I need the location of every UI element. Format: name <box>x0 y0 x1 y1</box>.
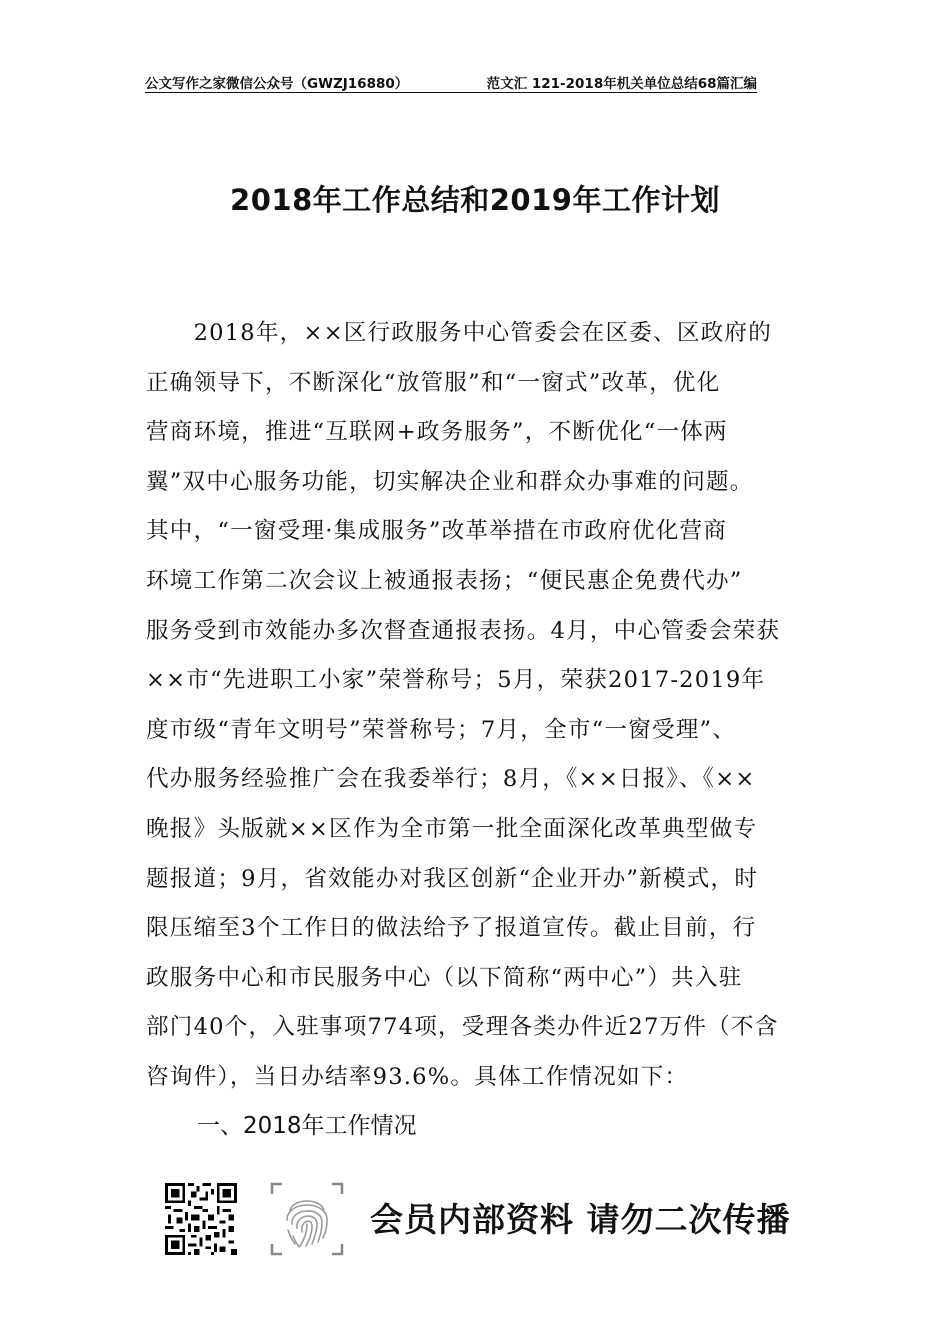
document-title: 2018年工作总结和2019年工作计划 <box>230 183 720 217</box>
body-line: 正确领导下，不断深化“放管服”和“一窗式”改革，优化 <box>146 369 721 396</box>
body-line: ××市“先进职工小家”荣誉称号；5月，荣获2017-2019年 <box>146 667 766 694</box>
body-line: 代办服务经验推广会在我委举行；8月，《××日报》、《×× <box>146 766 756 793</box>
members-only-notice: 会员内部资料 请勿二次传播 <box>370 1200 791 1239</box>
body-line: 晚报》头版就××区作为全市第一批全面深化改革典型做专 <box>146 815 758 842</box>
body-line: 咨询件），当日办结率93.6%。具体工作情况如下： <box>146 1063 689 1090</box>
qr-code-icon <box>165 1183 237 1255</box>
body-line: 2018年，××区行政服务中心管委会在区委、区政府的 <box>146 320 773 346</box>
body-paragraph <box>146 309 810 1103</box>
fingerprint-icon <box>268 1180 346 1258</box>
header-right-text: 范文汇 121-2018年机关单位总结68篇汇编 <box>486 76 757 92</box>
body-line: 其中，“一窗受理·集成服务”改革举措在市政府优化营商 <box>146 518 728 545</box>
body-line: 翼”双中心服务功能，切实解决企业和群众办事难的问题。 <box>146 468 754 495</box>
body-line: 部门40个，入驻事项774项，受理各类办件近27万件（不含 <box>146 1014 779 1041</box>
footer-banner <box>0 1180 950 1260</box>
body-line: 环境工作第二次会议上被通报表扬；“便民惠企免费代办” <box>146 567 743 594</box>
section-heading: 一、2018年工作情况 <box>197 1113 417 1139</box>
body-line: 题报道；9月，省效能办对我区创新“企业开办”新模式，时 <box>146 865 759 892</box>
page-header <box>145 70 757 93</box>
body-line: 度市级“青年文明号”荣誉称号；7月，全市“一窗受理”、 <box>146 716 737 743</box>
body-line: 营商环境，推进“互联网+政务服务”，不断优化“一体两 <box>146 419 728 446</box>
header-left-text: 公文写作之家微信公众号（GWZJ16880） <box>145 76 409 92</box>
body-line: 政服务中心和市民服务中心（以下简称“两中心”）共入驻 <box>146 964 743 991</box>
body-line: 服务受到市效能办多次督查通报表扬。4月，中心管委会荣获 <box>146 617 781 644</box>
body-line: 限压缩至3个工作日的做法给予了报道宣传。截止目前，行 <box>146 915 757 942</box>
